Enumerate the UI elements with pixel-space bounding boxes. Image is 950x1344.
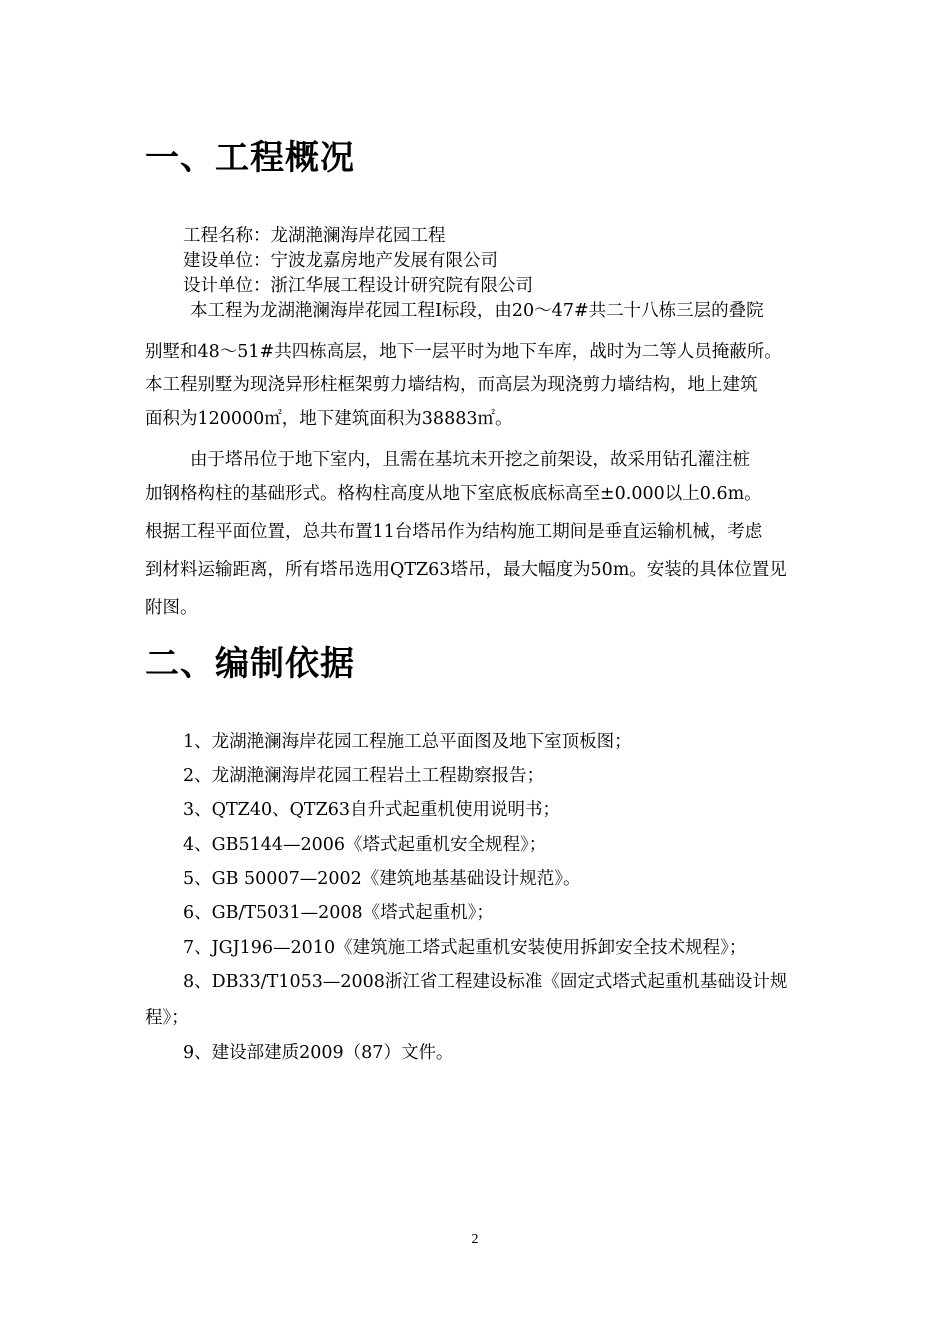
list-item: 8、DB33/T1053—2008浙江省工程建设标准《固定式塔式起重机基础设计规 (183, 972, 788, 992)
list-item: 3、QTZ40、QTZ63自升式起重机使用说明书； (183, 800, 561, 820)
paragraph-line: 由于塔吊位于地下室内，且需在基坑未开挖之前架设，故采用钻孔灌注桩 (190, 450, 750, 470)
paragraph-line: 到材料运输距离，所有塔吊选用QTZ63塔吊，最大幅度为50m。安装的具体位置见 (145, 560, 787, 580)
paragraph-line: 别墅和48～51#共四栋高层，地下一层平时为地下车库，战时为二等人员掩蔽所。 (145, 342, 782, 362)
list-item: 7、JGJ196—2010《建筑施工塔式起重机安装使用拆卸安全技术规程》； (183, 938, 747, 958)
list-item: 9、建设部建质2009（87）文件。 (183, 1043, 454, 1063)
section-heading-overview: 一、工程概况 (145, 138, 355, 178)
paragraph-line: 加钢格构柱的基础形式。格构柱高度从地下室底板底标高至±0.000以上0.6m。 (145, 484, 762, 504)
section-heading-basis: 二、编制依据 (145, 644, 355, 684)
page-number: 2 (471, 1232, 479, 1247)
list-item-continuation: 程》； (145, 1008, 189, 1028)
project-name-line: 工程名称：龙湖滟澜海岸花园工程 (183, 226, 446, 246)
list-item: 6、GB/T5031—2008《塔式起重机》； (183, 903, 494, 923)
list-item: 4、GB5144—2006《塔式起重机安全规程》； (183, 835, 547, 855)
list-item: 5、GB 50007—2002《建筑地基基础设计规范》。 (183, 869, 581, 889)
paragraph-line: 本工程为龙湖滟澜海岸花园工程Ⅰ标段，由20～47#共二十八栋三层的叠院 (190, 301, 764, 321)
paragraph-line: 根据工程平面位置，总共布置11台塔吊作为结构施工期间是垂直运输机械，考虑 (145, 522, 763, 542)
paragraph-line: 本工程别墅为现浇异形柱框架剪力墙结构，而高层为现浇剪力墙结构，地上建筑 (145, 375, 758, 395)
paragraph-line: 附图。 (145, 598, 198, 618)
paragraph-line: 面积为120000㎡，地下建筑面积为38883㎡。 (145, 409, 513, 429)
list-item: 1、龙湖滟澜海岸花园工程施工总平面图及地下室顶板图； (183, 732, 632, 752)
designer-line: 设计单位：浙江华展工程设计研究院有限公司 (183, 276, 533, 296)
developer-line: 建设单位：宁波龙嘉房地产发展有限公司 (183, 251, 498, 271)
list-item: 2、龙湖滟澜海岸花园工程岩土工程勘察报告； (183, 766, 545, 786)
